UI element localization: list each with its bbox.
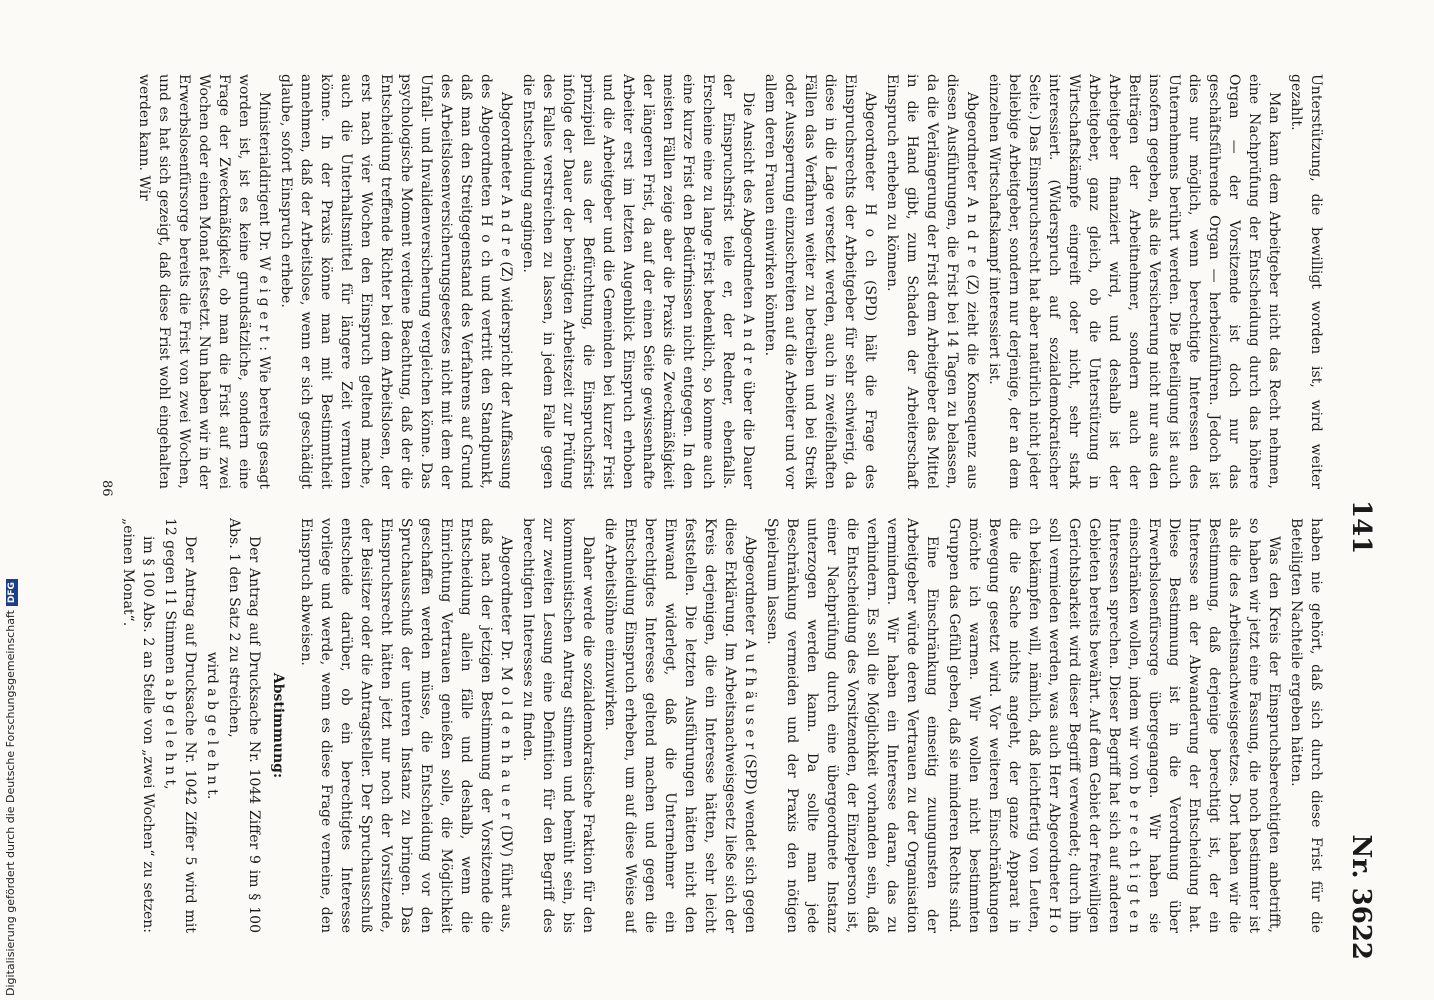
paragraph: Die Ansicht des Abgeordneten A n d r e über die Dauer der Einspruchsfrist teile er, der Redner, ebenfalls. Erscheine eine zu lange Frist bedenklich, so komme auch eine kurze Frist den Bedürfnissen nicht entgegen. In den meisten Fällen zeige aber die Praxis die Zweckmäßigkeit der längeren Frist, da auf der einen Seite gewissenhafte Arbeiter erst im letzten Augenblick Einspruch erhoben und die Arbeitgeber und die Gemeinden bei kurzer Frist prinzipiell aus der Befürchtung, die Einspruchsfrist infolge der Dauer der benötigten Arbeitszeit zur Prüfung des Falles verstreichen zu lassen, in jedem Falle gegen die Entscheidung angingen. bbox=[520, 74, 756, 489]
vote-item: Der Antrag auf Drucksache Nr. 1044 Ziffer 9 im § 100 Abs. 1 den Satz 2 zu streichen, bbox=[226, 518, 262, 933]
left-column bbox=[76, 74, 1326, 489]
paragraph: Ministerialdirigent Dr. W e i g e r t : Wie bereits gesagt worden ist, ist es keine grundsätzliche, sondern eine Frage der Zweckmäßigkeit, ob man die Frist auf zwei Wochen oder einen Monat festsetzt. Nun haben wir in der Erwerbslosenfürsorge bereits die Frist von zwei Wochen, und es hat sich gezeigt, daß diese Frist wohl eingehalten werden kann. Wir bbox=[136, 74, 272, 489]
digitization-note bbox=[4, 0, 18, 996]
paragraph: Abgeordneter A n d r e (Z) zieht die Konsequenz aus diesen Ausführungen, die Frist bei 14 Tagen zu belassen, da die Verlängerung der Frist dem Arbeitgeber das Mittel in die Hand gibt, zum Schaden der Arbeiterschaft Einspruch erheben zu können. bbox=[884, 74, 980, 489]
document-number: Nr. 3622 bbox=[1346, 834, 1376, 960]
paragraph: Abgeordneter A n d r e (Z) widerspricht der Auffassung des Abgeordneten H o ch und vertritt den Standpunkt, daß man den Streitgegenstand des Verfahrens auf Grund des Arbeitslosenversicherungsgesetzes nicht mit dem der Unfall- und Invalidenversicherung vergleichen könne. Das psychologische Moment verdiene Beachtung, daß der die Entscheidung treffende Richter bei dem Arbeitslosen, der erst nach vier Wochen den Einspruch geltend mache, auch die Unterhaltsmittel für längere Zeit vermuten könne. In der Praxis könne man mit Bestimmtheit annehmen, daß der Arbeitslose, wenn er sich geschädigt glaube, sofort Einspruch erhebe. bbox=[278, 74, 514, 489]
paragraph: Abgeordneter Dr. M o l d e n h a u e r (DV) führt aus, daß nach der jetzigen Bestimmung der Vorsitzende die Entscheidung allein fälle und deshalb, wenn die Einrichtung Vertrauen genießen solle, die Möglichkeit geschaffen werden müsse, die Entscheidung vor den Spruchausschuß der unteren Instanz zu bringen. Das Einspruchsrecht hätten jetzt nur noch der Vorsitzende, der Beisitzer oder die Antragsteller. Der Spruchausschuß entscheide darüber, ob ein berechtigtes Interesse vorliege und werde, wenn es diese Frage verneine, den Einspruch abweisen. bbox=[298, 518, 514, 933]
paragraph: Abgeordneter A u f h ä u s e r (SPD) wendet sich gegen diese Erklärung. Im Arbeitsnachweisgesetz ließe sich der Kreis derjenigen, die ein Interesse hätten, sehr leicht feststellen. Die letzten Ausführungen hätten nicht den Einwand widerlegt, daß die Unternehmer ein berechtigtes Interesse geltend machen und gegen die Entscheidung Einspruch erheben, um auf diese Weise auf die Arbeitslöhne einzuwirken. bbox=[602, 518, 758, 933]
paragraph: Eine Einschränkung einseitig zuungunsten der Arbeitgeber würde deren Vertrauen zu der Organisation vermindern. Wir haben ein Interesse daran, das zu verhindern. Es soll die Möglichkeit vorhanden sein, daß die Entscheidung des Vorsitzenden, der Einzelperson ist, einer Nachprüfung durch eine übergeordnete Instanz unterzogen werden kann. Da sollte man jede Beschränkung vermeiden und der Praxis den nötigen Spielraum lassen. bbox=[764, 518, 940, 933]
paragraph: Daher werde die sozialdemokratische Fraktion für den kommunistischen Antrag stimmen und bemüht sein, bis zur zweiten Lesung eine Definition für den Begriff des berechtigten Interesses zu finden. bbox=[520, 518, 596, 933]
paragraph: haben nie gehört, daß sich durch diese Frist für die Beteiligten Nachteile ergeben hätten. bbox=[1288, 518, 1324, 933]
paragraph: Man kann dem Arbeitgeber nicht das Recht nehmen, eine Nachprüfung der Entscheidung durch das höhere Organ — der Vorsitzende ist doch nur das geschäftsführende Organ — herbeizuführen. Jedoch ist dies nur möglich, wenn berechtigte Interessen des Unternehmens berührt werden. Die Beteiligung ist auch insofern gegeben, als die Versicherung nicht nur aus den Beiträgen der Arbeitnehmer, sondern auch der Arbeitgeber finanziert wird, und deshalb ist der Arbeitgeber, ganz gleich, ob die Unterstützung in Wirtschaftskämpfe eingreift oder nicht, sehr stark interessiert. (Widerspruch auf sozialdemokratischer Seite.) Das Einspruchsrecht hat aber natürlich nicht jeder beliebige Arbeitgeber, sondern nur derjenige, der an dem einzelnen Wirtschaftskampf interessiert ist. bbox=[986, 74, 1282, 489]
vote-heading: Abstimmung: bbox=[270, 672, 286, 779]
paragraph: Abgeordneter H o ch (SPD) hält die Frage des Einspruchsrechts der Arbeitgeber für sehr schwierig, da diese in die Lage versetzt werden, auch in zweifelhaften Fällen das Verfahren weiter zu betreiben und bei Streik oder Aussperrung einzuschreiten auf die Arbeiter und vor allem deren Frauen einwirken könnten. bbox=[762, 74, 878, 489]
right-column bbox=[76, 518, 1326, 933]
vote-item: im § 100 Abs. 2 an Stelle von „zwei Wochen“ zu setzen: „einen Monat“. bbox=[120, 518, 156, 933]
vote-result: wird a b g e l e h n t. bbox=[204, 651, 220, 800]
vote-item: Der Antrag auf Drucksache Nr. 1042 Ziffer 5 wird mit 12 gegen 11 Stimmen a b g e l e h n t, bbox=[162, 518, 198, 933]
sheet-number: 86 bbox=[99, 480, 114, 497]
dfg-logo: DFG bbox=[6, 579, 18, 606]
paragraph: Was den Kreis der Einspruchsberechtigten anbetrifft, so haben wir jetzt eine Fassung, die noch bestimmter ist als die des Arbeitsnachweisgesetzes. Dort haben wir die Bestimmung, daß derjenige berechtigt ist, der ein Interesse an der Abwanderung der Entscheidung hat. Diese Bestimmung ist in die Verordnung über Erwerbslosenfürsorge übergegangen. Wir haben sie einschränken wollen, indem wir von b e r e ch t i g t e n Interessen sprechen. Dieser Begriff hat sich auf anderen Gebieten bereits bewährt. Auf dem Gebiet der freiwilligen Gerichtsbarkeit wird dieser Begriff verwendet; durch ihn soll vermieden werden, was auch Herr Abgeordneter H o ch bekämpfen will, nämlich, daß leichtfertig von Leuten, die die Sache nichts angeht, der ganze Apparat in Bewegung gesetzt wird. Vor weiteren Einschränkungen möchte ich warnen. Wir wollen nicht bestimmten Gruppen das Gefühl geben, daß sie minderen Rechts sind. bbox=[946, 518, 1282, 933]
page-header bbox=[1336, 70, 1376, 960]
page-number: 141 bbox=[1346, 500, 1376, 555]
paragraph: Unterstützung, die bewilligt worden ist, wird weiter gezahlt. bbox=[1288, 74, 1324, 489]
digitization-text: Digitalisierung gefördert durch die Deutsche Forschungsgemeinschaft bbox=[4, 610, 17, 996]
